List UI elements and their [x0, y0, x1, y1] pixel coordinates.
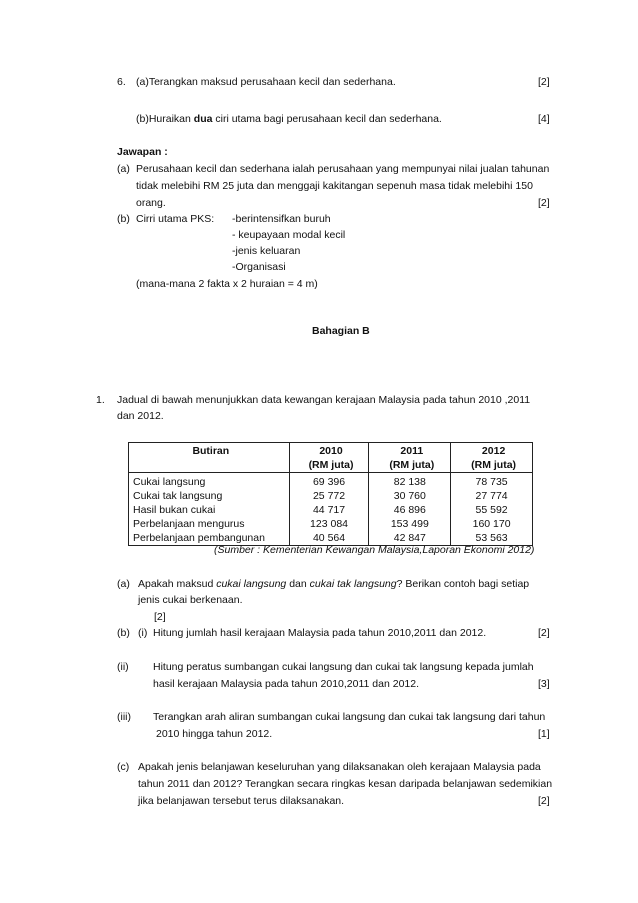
table-header-cell: [451, 443, 533, 473]
header-unit: (RM juta): [389, 459, 435, 471]
qb-iii-marks: [1]: [538, 728, 550, 740]
qb-label: (b): [117, 627, 130, 639]
cell-2010: 44 717: [289, 503, 369, 517]
q1-line2: dan 2012.: [117, 410, 164, 422]
cell-2011: 82 138: [369, 473, 451, 490]
header-title: 2011: [400, 445, 424, 457]
qb-i-marks: [2]: [538, 627, 550, 639]
q6a-marks: [2]: [538, 76, 550, 88]
answer-a-line1: Perusahaan kecil dan sederhana ialah perusahaan yang mempunyai nilai jualan tahunan: [136, 163, 550, 175]
qa-label: (a): [117, 578, 130, 590]
cell-2011: 30 760: [369, 489, 451, 503]
cell-2012: 55 592: [451, 503, 533, 517]
answer-b-intro: Cirri utama PKS:: [136, 213, 215, 225]
q1-line1: Jadual di bawah menunjukkan data kewangan kerajaan Malaysia pada tahun 2010 ,2011: [117, 394, 531, 406]
q6b-text: [136, 113, 442, 126]
q6b-suffix: ciri utama bagi perusahaan kecil dan sederhana.: [212, 113, 442, 125]
answer-a-label: (a): [117, 163, 130, 175]
table-header-cell: [289, 443, 369, 473]
section-title: Bahagian B: [312, 325, 370, 337]
table-row: [129, 473, 533, 490]
table-header-row: [129, 443, 533, 473]
row-label: Cukai tak langsung: [129, 489, 290, 503]
cell-2012: 53 563: [451, 531, 533, 546]
qa-line2: jenis cukai berkenaan.: [138, 594, 243, 606]
cell-2011: 153 499: [369, 517, 451, 531]
q6a-text: (a)Terangkan maksud perusahaan kecil dan sederhana.: [136, 76, 396, 88]
qc-label: (c): [117, 761, 130, 773]
q6b-marks: [4]: [538, 113, 550, 125]
qa-term: cukai tak langsung: [309, 578, 397, 590]
answer-a-marks: [2]: [538, 197, 550, 209]
qc-line1: Apakah jenis belanjawan keseluruhan yang dilaksanakan oleh kerajaan Malaysia pada: [138, 761, 541, 773]
table-header-cell: [129, 443, 290, 473]
cell-2012: 160 170: [451, 517, 533, 531]
answer-heading: Jawapan :: [117, 146, 168, 158]
header-unit: (RM juta): [471, 459, 517, 471]
qc-line3: jika belanjawan tersebut terus dilaksanakan.: [138, 795, 345, 807]
answer-b-label: (b): [117, 213, 130, 225]
q6b-prefix: (b)Huraikan: [136, 113, 194, 125]
qb-iii-line1: Terangkan arah aliran sumbangan cukai langsung dan cukai tak langsung dari tahun: [153, 711, 546, 723]
cell-2010: 69 396: [289, 473, 369, 490]
cell-2010: 123 084: [289, 517, 369, 531]
qb-iii-label: (iii): [117, 711, 131, 723]
cell-2010: 25 772: [289, 489, 369, 503]
row-label: Perbelanjaan mengurus: [129, 517, 290, 531]
qa-term: cukai langsung: [216, 578, 287, 590]
qa-marks: [2]: [154, 611, 166, 623]
qa-text: Apakah maksud: [138, 578, 217, 590]
qa-line1: [138, 578, 529, 591]
answer-b-item: -berintensifkan buruh: [232, 213, 331, 225]
qb-iii-line2: 2010 hingga tahun 2012.: [156, 728, 273, 740]
qa-text: ? Berikan contoh bagi setiap: [396, 578, 530, 590]
answer-b-note: (mana-mana 2 fakta x 2 huraian = 4 m): [136, 278, 318, 290]
financial-data-table: [128, 442, 533, 546]
table-row: [129, 489, 533, 503]
row-label: Cukai langsung: [129, 473, 290, 490]
cell-2010: 40 564: [289, 531, 369, 546]
qb-ii-line2: hasil kerajaan Malaysia pada tahun 2010,2011 dan 2012.: [153, 678, 420, 690]
row-label: Hasil bukan cukai: [129, 503, 290, 517]
qb-ii-line1: Hitung peratus sumbangan cukai langsung dan cukai tak langsung kepada jumlah: [153, 661, 534, 673]
q1-number: 1.: [96, 394, 105, 406]
answer-b-item: -jenis keluaran: [232, 245, 301, 257]
header-title: 2012: [481, 445, 506, 457]
answer-b-item: -Organisasi: [232, 261, 286, 273]
table-row: [129, 503, 533, 517]
cell-2012: 78 735: [451, 473, 533, 490]
qc-marks: [2]: [538, 795, 550, 807]
answer-b-item: - keupayaan modal kecil: [232, 229, 346, 241]
header-title: 2010: [319, 445, 343, 457]
qb-i-text: Hitung jumlah hasil kerajaan Malaysia pada tahun 2010,2011 dan 2012.: [153, 627, 487, 639]
q6-number: 6.: [117, 76, 126, 88]
answer-a-line3: orang.: [136, 197, 166, 209]
qb-ii-label: (ii): [117, 661, 129, 673]
table-header-cell: [369, 443, 451, 473]
header-unit: (RM juta): [308, 459, 354, 471]
qb-ii-marks: [3]: [538, 678, 550, 690]
q6b-bold-word: dua: [193, 113, 213, 125]
cell-2011: 46 896: [369, 503, 451, 517]
header-title: Butiran: [192, 445, 230, 457]
qb-i-label: (i): [138, 627, 148, 639]
cell-2012: 27 774: [451, 489, 533, 503]
table-source: (Sumber : Kementerian Kewangan Malaysia,Laporan Ekonomi 2012): [214, 544, 535, 556]
answer-a-line2: tidak melebihi RM 25 juta dan menggaji kakitangan sepenuh masa tidak melebihi 150: [136, 180, 533, 192]
qc-line2: tahun 2011 dan 2012? Terangkan secara ringkas kesan daripada belanjawan sedemikian: [138, 778, 553, 790]
qa-text: dan: [286, 578, 310, 590]
table-row: [129, 517, 533, 531]
row-label: Perbelanjaan pembangunan: [129, 531, 290, 546]
cell-2011: 42 847: [369, 531, 451, 546]
